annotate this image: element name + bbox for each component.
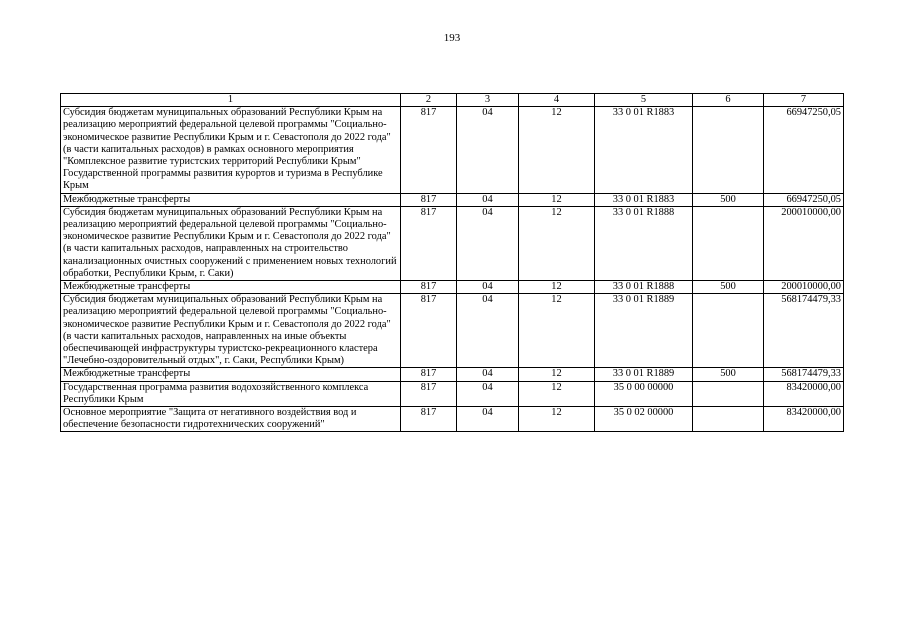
row-section: 04 [457, 281, 519, 294]
row-subsection: 12 [519, 381, 595, 406]
column-header-1: 1 [61, 94, 401, 107]
row-section: 04 [457, 407, 519, 432]
row-subsection: 12 [519, 281, 595, 294]
row-subsection: 12 [519, 206, 595, 280]
row-target-article: 35 0 00 00000 [595, 381, 693, 406]
table-row [61, 294, 844, 368]
row-ministry-code: 817 [401, 281, 457, 294]
row-expense-type: 500 [693, 281, 764, 294]
row-ministry-code: 817 [401, 193, 457, 206]
row-section: 04 [457, 381, 519, 406]
row-name: Межбюджетные трансферты [61, 368, 401, 381]
row-expense-type: 500 [693, 368, 764, 381]
row-expense-type: 500 [693, 193, 764, 206]
row-expense-type [693, 206, 764, 280]
row-name: Субсидия бюджетам муниципальных образований Республики Крым на реализацию мероприятий федеральной целевой программы "Социально-экономическое развитие Республики Крым и г. Севастополя до 2022 года" (в части капитальных расходов) в рамках основного мероприятия "Комплексное развитие туристских территорий Республики Крым" Государственной программы развития курортов и туризма в Республике Крым [61, 107, 401, 193]
column-header-3: 3 [457, 94, 519, 107]
column-header-7: 7 [764, 94, 844, 107]
budget-table [60, 93, 844, 432]
page-number: 193 [443, 32, 461, 44]
row-ministry-code: 817 [401, 206, 457, 280]
column-header-2: 2 [401, 94, 457, 107]
row-amount: 83420000,00 [764, 407, 844, 432]
table-row [61, 206, 844, 280]
row-expense-type [693, 381, 764, 406]
column-header-5: 5 [595, 94, 693, 107]
row-subsection: 12 [519, 107, 595, 193]
row-target-article: 33 0 01 R1889 [595, 294, 693, 368]
row-expense-type [693, 407, 764, 432]
row-target-article: 33 0 01 R1883 [595, 193, 693, 206]
row-target-article: 35 0 02 00000 [595, 407, 693, 432]
table-row [61, 407, 844, 432]
row-name: Субсидия бюджетам муниципальных образований Республики Крым на реализацию мероприятий федеральной целевой программы "Социально-экономическое развитие Республики Крым и г. Севастополя до 2022 года" (в части капитальных расходов, направленных на иные объекты обеспечивающей инфраструктуры туристско-рекреационного кластера "Лечебно-оздоровительный отдых", г. Саки, Республики Крым) [61, 294, 401, 368]
row-subsection: 12 [519, 294, 595, 368]
row-ministry-code: 817 [401, 407, 457, 432]
row-name: Межбюджетные трансферты [61, 281, 401, 294]
row-subsection: 12 [519, 407, 595, 432]
row-amount: 200010000,00 [764, 281, 844, 294]
row-name: Межбюджетные трансферты [61, 193, 401, 206]
row-ministry-code: 817 [401, 107, 457, 193]
row-subsection: 12 [519, 193, 595, 206]
table-row [61, 107, 844, 193]
row-section: 04 [457, 193, 519, 206]
row-amount: 568174479,33 [764, 368, 844, 381]
row-name: Государственная программа развития водохозяйственного комплекса Республики Крым [61, 381, 401, 406]
row-name: Субсидия бюджетам муниципальных образований Республики Крым на реализацию мероприятий федеральной целевой программы "Социально-экономическое развитие Республики Крым и г. Севастополя до 2022 года" (в части капитальных расходов, направленных на строительство канализационных очистных сооружений с применением новых технологий обработки, Республики Крым, г. Саки) [61, 206, 401, 280]
table-row [61, 281, 844, 294]
row-target-article: 33 0 01 R1888 [595, 281, 693, 294]
row-section: 04 [457, 206, 519, 280]
table-row [61, 381, 844, 406]
row-section: 04 [457, 107, 519, 193]
row-ministry-code: 817 [401, 381, 457, 406]
row-ministry-code: 817 [401, 294, 457, 368]
row-section: 04 [457, 294, 519, 368]
column-header-6: 6 [693, 94, 764, 107]
row-target-article: 33 0 01 R1888 [595, 206, 693, 280]
column-header-4: 4 [519, 94, 595, 107]
row-amount: 83420000,00 [764, 381, 844, 406]
table-row [61, 368, 844, 381]
row-name: Основное мероприятие "Защита от негативного воздействия вод и обеспечение безопасности гидротехнических сооружений" [61, 407, 401, 432]
row-ministry-code: 817 [401, 368, 457, 381]
row-section: 04 [457, 368, 519, 381]
table-row [61, 193, 844, 206]
row-amount: 66947250,05 [764, 193, 844, 206]
row-target-article: 33 0 01 R1889 [595, 368, 693, 381]
row-expense-type [693, 294, 764, 368]
row-target-article: 33 0 01 R1883 [595, 107, 693, 193]
row-amount: 200010000,00 [764, 206, 844, 280]
row-expense-type [693, 107, 764, 193]
header-row [61, 94, 844, 107]
row-amount: 66947250,05 [764, 107, 844, 193]
row-subsection: 12 [519, 368, 595, 381]
row-amount: 568174479,33 [764, 294, 844, 368]
